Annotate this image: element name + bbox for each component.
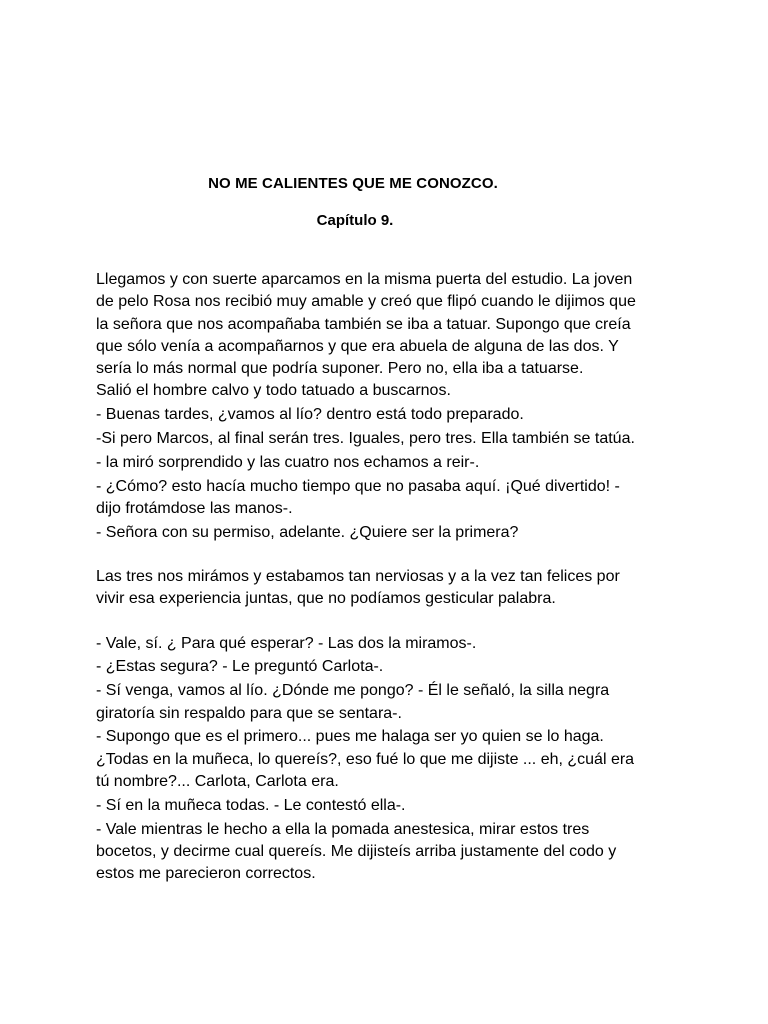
text-line: de pelo Rosa nos recibió muy amable y creó que flipó cuando le dijimos que [96, 293, 636, 311]
text-line: tú nombre?... Carlota, Carlota era. [96, 772, 339, 790]
text-line: - Vale mientras le hecho a ella la pomada anestesica, mirar estos tres [96, 820, 590, 838]
text-line: -Si pero Marcos, al final serán tres. Iguales, pero tres. Ella también se tatúa. [96, 430, 635, 448]
dialogue-line [96, 726, 656, 793]
body-text [96, 269, 656, 885]
text-line: sería lo más normal que podría suponer. Pero no, ella iba a tatuarse. [96, 360, 584, 378]
text-line: ¿Todas en la muñeca, lo quereís?, eso fué lo que me dijiste ... eh, ¿cuál era [96, 750, 635, 768]
dialogue-line [96, 522, 656, 544]
text-line: bocetos, y decirme cual quereís. Me dijisteís arriba justamente del codo y [96, 842, 617, 860]
paragraph [96, 380, 656, 402]
dialogue-line [96, 795, 656, 817]
text-line: - Sí venga, vamos al lío. ¿Dónde me pongo? - Él le señaló, la silla negra [96, 682, 610, 700]
dialogue-line [96, 633, 656, 655]
chapter-heading: Capítulo 9. [316, 212, 394, 229]
text-line: dijo frotámdose las manos-. [96, 499, 293, 517]
text-line: Salió el hombre calvo y todo tatuado a buscarnos. [96, 382, 451, 400]
dialogue-line [96, 428, 656, 450]
dialogue-line [96, 404, 656, 426]
text-line: - Sí en la muñeca todas. - Le contestó ella-. [96, 796, 406, 814]
text-line: - ¿Estas segura? - Le preguntó Carlota-. [96, 658, 384, 676]
text-line: - Señora con su permiso, adelante. ¿Quiere ser la primera? [96, 523, 519, 541]
text-line: - ¿Cómo? esto hacía mucho tiempo que no pasaba aquí. ¡Qué divertido! - [96, 477, 620, 495]
text-line: giratoría sin respaldo para que se sentara-. [96, 704, 402, 722]
text-line: Llegamos y con suerte aparcamos en la misma puerta del estudio. La joven [96, 271, 633, 288]
text-line: - la miró sorprendido y las cuatro nos echamos a reir-. [96, 453, 480, 471]
dialogue-line [96, 656, 656, 678]
text-line: - Supongo que es el primero... pues me halaga ser yo quien se lo haga. [96, 728, 604, 746]
text-line: estos me parecieron correctos. [96, 865, 316, 883]
dialogue-line [96, 476, 656, 521]
text-line: vivir esa experiencia juntas, que no podíamos gesticular palabra. [96, 590, 556, 608]
paragraph [96, 269, 656, 380]
text-line: que sólo venía a acompañarnos y que era abuela de alguna de las dos. Y [96, 337, 619, 355]
dialogue-line [96, 452, 656, 474]
text-line: Las tres nos mirámos y estabamos tan nerviosas y a la vez tan felices por [96, 568, 620, 586]
dialogue-line [96, 680, 656, 725]
dialogue-line [96, 819, 656, 886]
paragraph [96, 566, 656, 611]
text-line: la señora que nos acompañaba también se iba a tatuar. Supongo que creía [96, 315, 631, 333]
text-line: - Vale, sí. ¿ Para qué esperar? - Las dos la miramos-. [96, 634, 477, 652]
document-title: NO ME CALIENTES QUE ME CONOZCO. [208, 175, 498, 192]
text-line: - Buenas tardes, ¿vamos al lío? dentro está todo preparado. [96, 406, 524, 424]
